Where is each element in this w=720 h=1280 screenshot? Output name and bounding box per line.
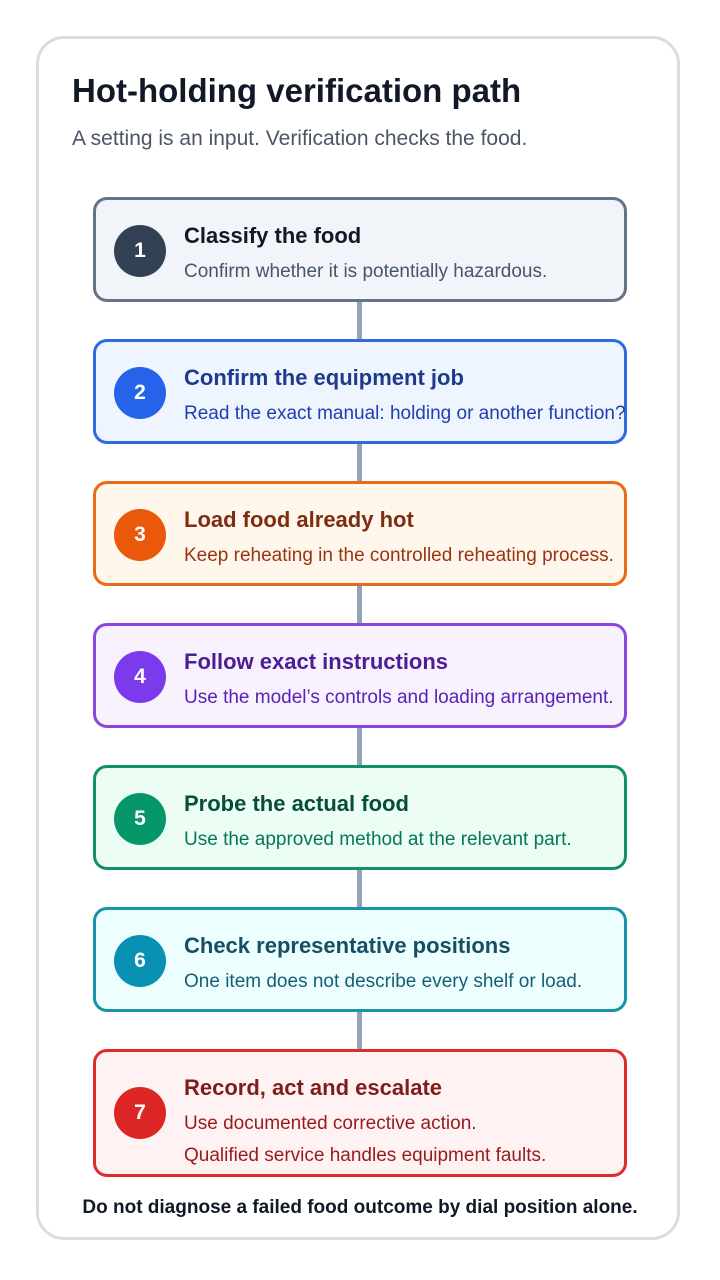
- step-number-badge: 5: [114, 793, 166, 845]
- step-title: Load food already hot: [184, 507, 414, 532]
- step-description: One item does not describe every shelf or load.: [184, 971, 583, 992]
- step-title: Classify the food: [184, 223, 362, 248]
- connector-4-5: [357, 727, 362, 767]
- step-7: [93, 1049, 627, 1177]
- step-4: [93, 623, 627, 728]
- connector-2-3: [357, 443, 362, 483]
- step-description: Use the approved method at the relevant part.: [184, 829, 572, 850]
- connector-6-7: [357, 1011, 362, 1051]
- connector-3-4: [357, 585, 362, 625]
- step-description: Keep reheating in the controlled reheating process.: [184, 545, 614, 566]
- step-title: Probe the actual food: [184, 791, 409, 816]
- step-description: Confirm whether it is potentially hazardous.: [184, 261, 548, 282]
- step-number-badge: 3: [114, 509, 166, 561]
- step-number-badge: 7: [114, 1087, 166, 1139]
- connector-1-2: [357, 301, 362, 341]
- footer-note: Do not diagnose a failed food outcome by dial position alone.: [82, 1197, 638, 1218]
- step-number-badge: 6: [114, 935, 166, 987]
- diagram-subtitle: A setting is an input. Verification checks the food.: [72, 127, 528, 150]
- step-number-badge: 1: [114, 225, 166, 277]
- step-1: [93, 197, 627, 302]
- step-description-line-2: Qualified service handles equipment faults.: [184, 1145, 547, 1166]
- step-description: Use documented corrective action.: [184, 1113, 477, 1134]
- step-6: [93, 907, 627, 1012]
- step-title: Check representative positions: [184, 933, 511, 958]
- step-title: Confirm the equipment job: [184, 365, 464, 390]
- step-5: [93, 765, 627, 870]
- step-title: Follow exact instructions: [184, 649, 449, 674]
- step-3: [93, 481, 627, 586]
- diagram-title: Hot-holding verification path: [72, 72, 522, 109]
- step-description: Use the model’s controls and loading arrangement.: [184, 687, 614, 708]
- connector-5-6: [357, 869, 362, 909]
- step-title: Record, act and escalate: [184, 1075, 443, 1100]
- step-number-badge: 2: [114, 367, 166, 419]
- step-number-badge: 4: [114, 651, 166, 703]
- step-2: [93, 339, 627, 444]
- step-description: Read the exact manual: holding or another function?: [184, 403, 626, 424]
